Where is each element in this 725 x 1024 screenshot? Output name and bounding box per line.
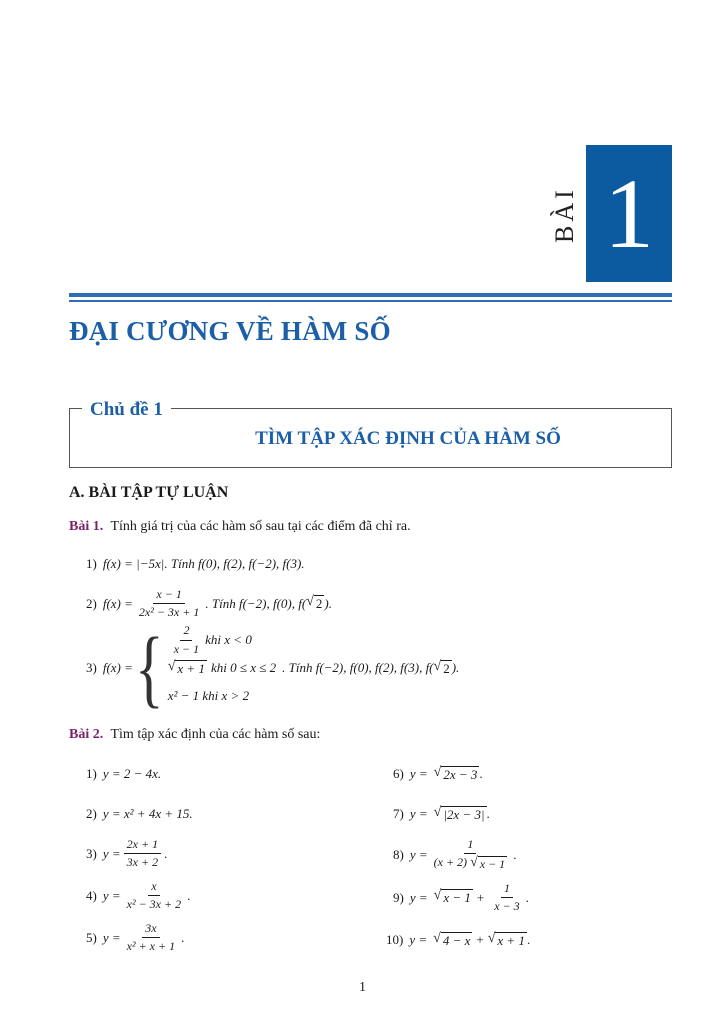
item-expression: f(x) = |−5x|. Tính f(0), f(2), f(−2), f(3).	[102, 556, 305, 571]
topic-label: Chủ đề 1	[82, 399, 171, 421]
item-tail: .	[513, 846, 517, 862]
exercise-1-item-3	[86, 620, 460, 716]
radicand: x + 1	[177, 660, 205, 676]
square-root	[434, 806, 487, 823]
exercise-2-item-4	[86, 880, 190, 911]
case-condition: khi x < 0	[205, 632, 252, 647]
numerator: 3x	[142, 922, 159, 938]
header-rule-thin	[69, 300, 672, 302]
left-brace-icon: {	[134, 620, 164, 716]
topic-title: TÌM TẬP XÁC ĐỊNH CỦA HÀM SỐ	[255, 428, 561, 449]
radical-sign-icon: √	[470, 855, 478, 871]
denominator: x − 3	[494, 899, 520, 914]
item-number: 8)	[393, 846, 404, 862]
fraction	[171, 624, 202, 655]
lesson-label: BÀI	[550, 186, 579, 244]
radicand: |2x − 3|	[443, 807, 485, 822]
fraction	[431, 838, 511, 872]
item-tail: . Tính f(−2), f(0), f(2), f(3), f(	[282, 660, 434, 675]
exercise-1-header	[69, 519, 411, 535]
denominator-factor: (x + 2)	[433, 855, 468, 870]
item-number: 4)	[86, 887, 97, 903]
case-3: x² − 1 khi x > 2	[167, 688, 250, 703]
item-number: 2)	[86, 806, 97, 821]
item-expression: y = 2 − 4x.	[102, 766, 162, 781]
fraction	[491, 882, 522, 913]
item-lhs: y =	[409, 806, 428, 822]
radical-sign-icon: √	[306, 594, 314, 610]
item-number: 1)	[86, 766, 97, 781]
item-tail: .	[181, 929, 185, 945]
radical-sign-icon: √	[433, 658, 442, 674]
item-tail: .	[479, 766, 483, 782]
plus-sign: +	[476, 932, 484, 948]
item-tail: .	[164, 845, 168, 861]
case-1	[168, 623, 276, 656]
square-root	[434, 889, 473, 906]
item-lhs: f(x) =	[102, 595, 133, 611]
radical-sign-icon: √	[433, 765, 442, 780]
item-number: 3)	[86, 660, 97, 675]
page-number: 1	[359, 980, 366, 995]
radicand: 4 − x	[442, 933, 471, 948]
exercise-2-label: Bài 2.	[69, 727, 104, 742]
item-number: 1)	[86, 556, 97, 571]
numerator: 1	[501, 882, 513, 898]
lesson-number-badge: 1	[586, 145, 672, 282]
radicand: x + 1	[497, 933, 525, 948]
numerator: 2	[180, 624, 192, 640]
item-number: 5)	[86, 929, 97, 945]
exercise-2-item-7	[393, 806, 490, 823]
item-lhs: y =	[102, 929, 121, 945]
radicand: x − 1	[443, 890, 471, 906]
cases	[167, 623, 277, 708]
exercise-2-instruction: Tìm tập xác định của các hàm số sau:	[110, 727, 321, 742]
exercise-1-item-1	[86, 556, 305, 572]
case-2	[168, 656, 276, 680]
square-root	[306, 595, 324, 612]
square-root	[434, 660, 452, 677]
exercise-2-item-9	[393, 882, 529, 913]
item-lhs: y =	[102, 887, 121, 903]
fraction	[124, 838, 161, 869]
radical-sign-icon: √	[433, 888, 442, 904]
exercise-1-item-2	[86, 588, 332, 619]
exercise-2-item-10	[386, 932, 530, 949]
numerator: 2x + 1	[124, 838, 161, 854]
numerator: 1	[464, 838, 476, 854]
piecewise-function	[133, 620, 277, 716]
header-rule-thick	[69, 293, 672, 297]
section-heading: A. BÀI TẬP TỰ LUẬN	[69, 484, 229, 501]
item-tail: .	[187, 887, 191, 903]
square-root	[433, 932, 472, 949]
exercise-2-item-2	[86, 806, 193, 822]
exercise-1-label: Bài 1.	[69, 519, 104, 534]
item-number: 3)	[86, 845, 97, 861]
item-number: 6)	[393, 766, 404, 782]
item-tail: .	[486, 806, 490, 822]
square-root	[433, 765, 483, 783]
item-lhs: y =	[409, 766, 428, 782]
denominator: x² − 3x + 2	[126, 897, 182, 912]
radicand: 2	[315, 596, 323, 612]
item-tail-end: ).	[324, 595, 332, 611]
fraction	[124, 880, 184, 911]
item-number: 9)	[393, 889, 404, 905]
item-lhs: y =	[409, 889, 428, 905]
item-number: 10)	[386, 932, 404, 948]
exercise-2-item-8	[393, 838, 516, 872]
item-tail: . Tính f(−2), f(0), f(	[205, 595, 307, 611]
radical-sign-icon: √	[433, 931, 441, 946]
square-root	[470, 856, 507, 871]
chapter-title: ĐẠI CƯƠNG VỀ HÀM SỐ	[69, 316, 391, 346]
radicand: x − 1	[479, 857, 506, 872]
item-tail-end: ).	[451, 660, 460, 675]
item-number: 7)	[393, 806, 404, 822]
exercise-1-instruction: Tính giá trị của các hàm số sau tại các điểm đã chỉ ra.	[110, 519, 411, 534]
denominator: x² + x + 1	[126, 939, 176, 954]
item-lhs: y =	[409, 932, 428, 948]
fraction	[136, 588, 202, 619]
denominator: 3x + 2	[126, 855, 159, 870]
exercise-2-item-3	[86, 838, 167, 869]
item-number: 2)	[86, 595, 97, 611]
numerator: x	[148, 880, 159, 896]
denominator	[431, 854, 511, 871]
item-expression: y = x² + 4x + 15.	[102, 806, 193, 821]
exercise-2-item-6	[393, 766, 483, 783]
radicand: 2	[443, 660, 450, 676]
numerator: x − 1	[153, 588, 184, 604]
radical-sign-icon: √	[433, 805, 442, 820]
exercise-2-header	[69, 727, 320, 743]
exercise-2-item-1	[86, 766, 161, 782]
square-root	[488, 932, 527, 949]
item-tail: .	[526, 932, 531, 948]
case-condition: khi 0 ≤ x ≤ 2	[210, 660, 277, 675]
denominator: 2x² − 3x + 1	[138, 605, 200, 620]
item-tail: .	[525, 889, 529, 905]
plus-sign: +	[476, 889, 485, 905]
radical-sign-icon: √	[167, 658, 176, 674]
item-lhs: f(x) =	[102, 660, 133, 675]
radicand: 2x − 3	[443, 767, 478, 782]
denominator: x − 1	[173, 641, 200, 656]
item-lhs: y =	[409, 846, 428, 862]
item-lhs: y =	[102, 845, 121, 861]
radical-sign-icon: √	[487, 931, 496, 946]
square-root	[168, 660, 207, 677]
fraction	[124, 922, 178, 953]
exercise-2-item-5	[86, 922, 184, 953]
